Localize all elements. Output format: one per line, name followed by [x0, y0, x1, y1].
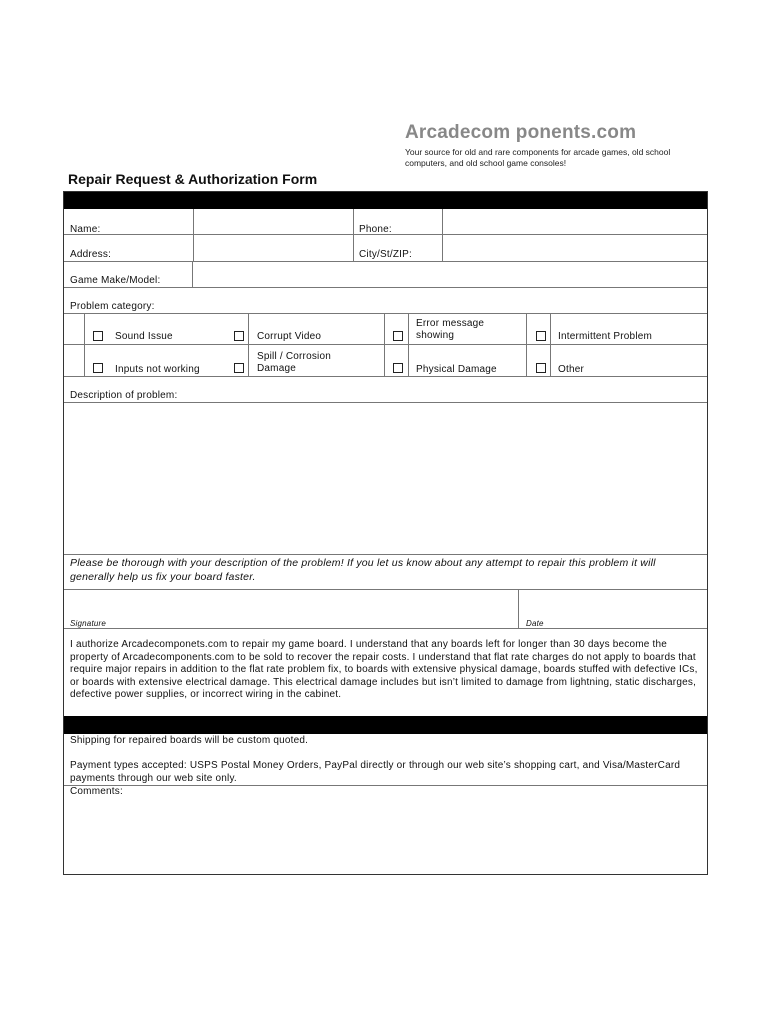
address-field[interactable]: [194, 235, 352, 261]
address-label: Address:: [70, 249, 112, 260]
divider: [526, 313, 527, 376]
date-field[interactable]: [519, 590, 706, 614]
description-label: Description of problem:: [70, 390, 178, 401]
spill-corrosion-checkbox[interactable]: [234, 363, 244, 373]
divider: [64, 313, 707, 314]
section-bar: [64, 716, 707, 734]
repair-form: [63, 191, 708, 875]
sound-issue-checkbox[interactable]: [93, 331, 103, 341]
inputs-not-working-label: Inputs not working: [115, 364, 200, 375]
divider: [353, 209, 354, 261]
intermittent-problem-label: Intermittent Problem: [558, 331, 653, 342]
divider: [64, 344, 707, 345]
game-field[interactable]: [193, 262, 706, 287]
signature-field[interactable]: [65, 590, 517, 614]
sound-issue-label: Sound Issue: [115, 331, 173, 342]
divider: [384, 313, 385, 376]
comments-label: Comments:: [70, 786, 123, 797]
divider: [84, 313, 85, 376]
divider: [550, 313, 551, 376]
shipping-text: Shipping for repaired boards will be custom quoted.: [70, 735, 309, 746]
intermittent-problem-checkbox[interactable]: [536, 331, 546, 341]
divider: [64, 554, 707, 555]
brand-name: Arcadecom ponents.com: [405, 122, 637, 143]
name-label: Name:: [70, 224, 101, 235]
date-label: Date: [526, 619, 544, 628]
divider: [64, 785, 707, 786]
city-label: City/St/ZIP:: [359, 249, 412, 260]
brand-tagline: Your source for old and rare components for arcade games, old school computers, and old school game consoles!: [405, 147, 671, 168]
corrupt-video-checkbox[interactable]: [234, 331, 244, 341]
name-field[interactable]: [194, 210, 352, 234]
spill-corrosion-label: Spill / Corrosion Damage: [257, 351, 331, 374]
phone-field[interactable]: [443, 210, 706, 234]
divider: [64, 628, 707, 629]
physical-damage-checkbox[interactable]: [393, 363, 403, 373]
city-field[interactable]: [443, 235, 706, 261]
divider: [248, 313, 249, 376]
description-field[interactable]: [65, 403, 706, 553]
game-label: Game Make/Model:: [70, 275, 161, 286]
authorization-text: I authorize Arcadecomponets.com to repair my game board. I understand that any boards left for longer than 30 days become the property of Arcadecomponents.com to be sold to recover the repair costs. I understand that flat rate charges do not apply to boards that require major repairs in addition to the flat rate problem fix, to boards with extensive physical damage, boards stuffed with defective ICs, or boards with extensive electrical damage. This electrical damage includes but isn’t limited to damage from lightning, static discharges, defective power supplies, or incorrect wiring in the cabinet.: [70, 639, 698, 700]
thorough-note: Please be thorough with your description of the problem! If you let us know about any attempt to repair this problem it will generally help us fix your board faster.: [70, 557, 656, 583]
problem-category-label: Problem category:: [70, 301, 155, 312]
divider: [408, 313, 409, 376]
form-title: Repair Request & Authorization Form: [68, 171, 318, 187]
error-message-checkbox[interactable]: [393, 331, 403, 341]
physical-damage-label: Physical Damage: [416, 364, 497, 375]
inputs-not-working-checkbox[interactable]: [93, 363, 103, 373]
divider: [64, 287, 707, 288]
other-checkbox[interactable]: [536, 363, 546, 373]
corrupt-video-label: Corrupt Video: [257, 331, 322, 342]
other-label: Other: [558, 364, 585, 375]
comments-field[interactable]: [65, 800, 706, 873]
divider: [64, 376, 707, 377]
phone-label: Phone:: [359, 224, 392, 235]
header-bar: [64, 192, 707, 209]
error-message-label: Error message showing: [416, 318, 485, 341]
payment-text: Payment types accepted: USPS Postal Money Orders, PayPal directly or through our web site’s shopping cart, and Visa/MasterCard payments through our web site only.: [70, 760, 681, 784]
signature-label: Signature: [70, 619, 107, 628]
